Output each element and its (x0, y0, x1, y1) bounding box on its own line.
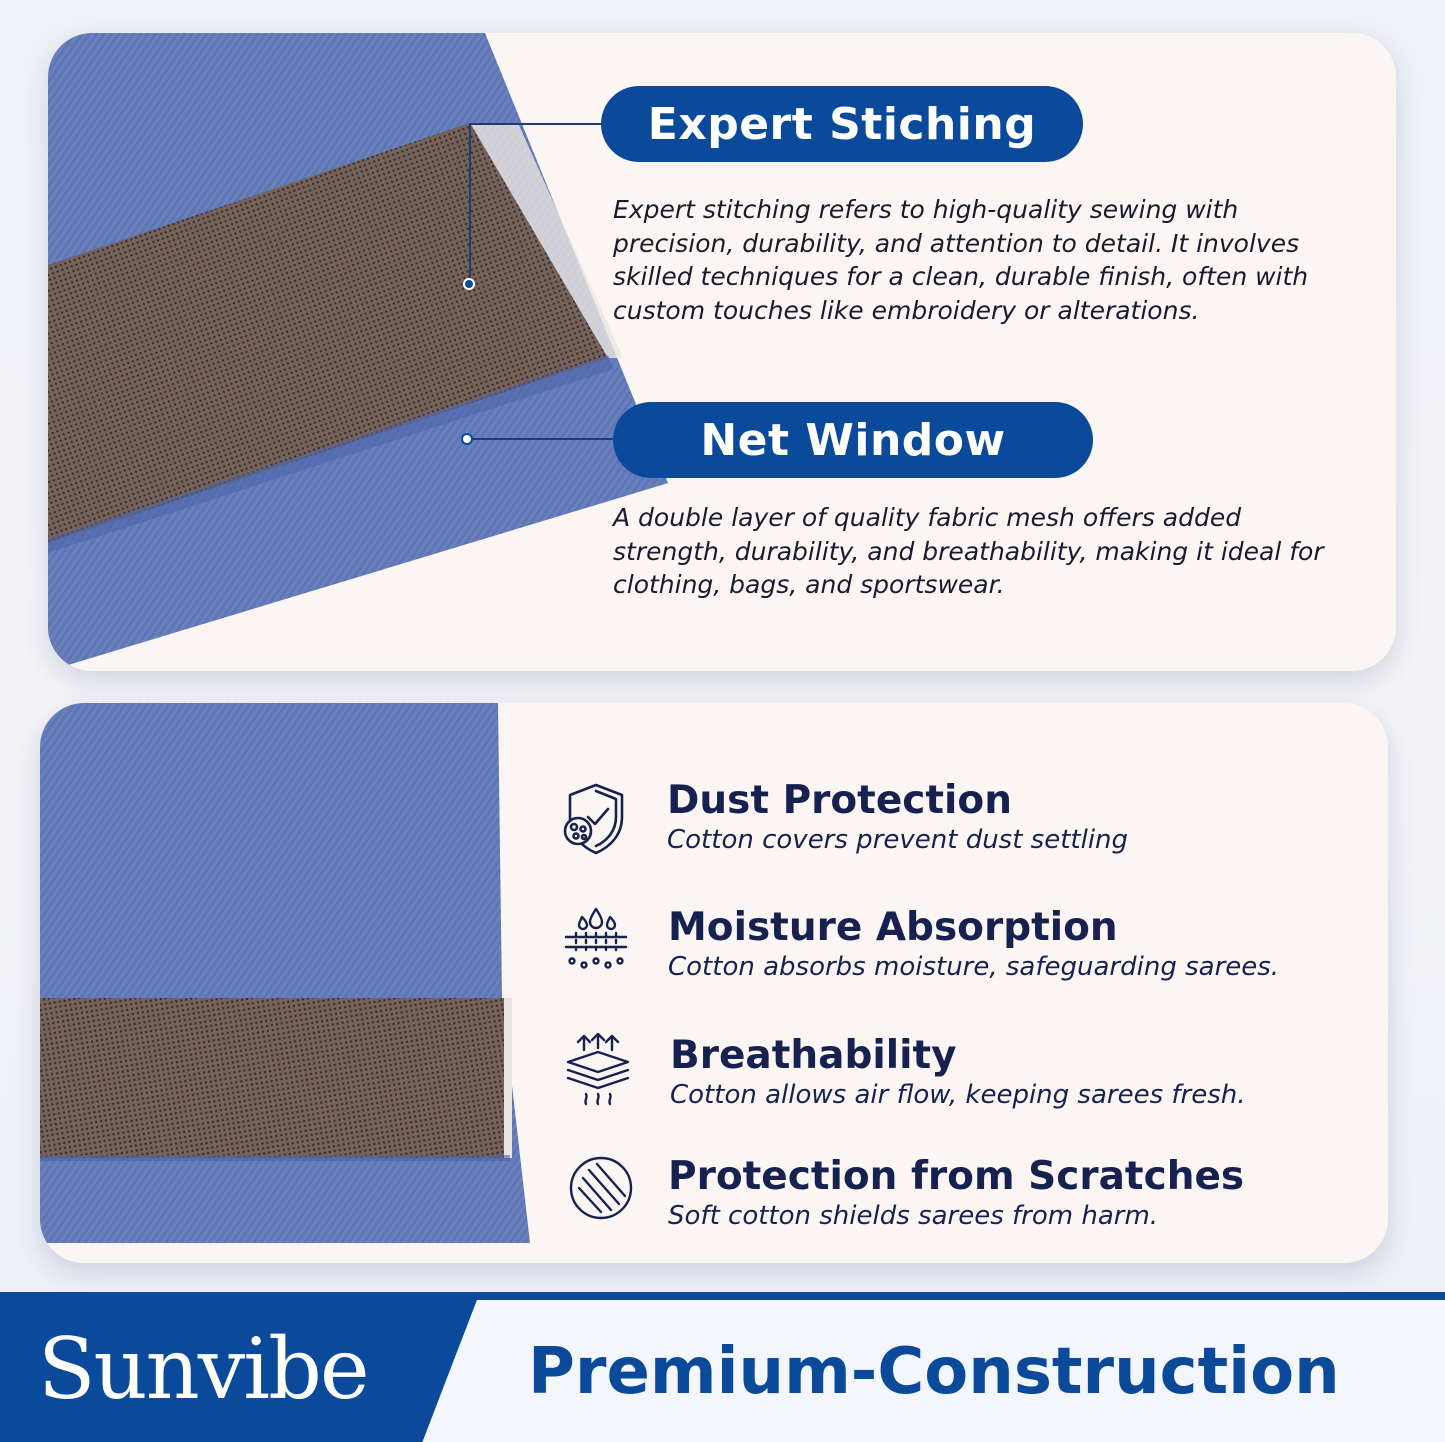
page-headline: Premium-Construction (528, 1335, 1340, 1409)
feature-subtitle: Soft cotton shields sarees from harm. (668, 1201, 1159, 1231)
connector-line (469, 123, 471, 283)
expert-stitching-badge (601, 86, 1083, 162)
badge-label: Net Window (700, 414, 1006, 466)
feature-title: Moisture Absorption (668, 905, 1118, 950)
net-window-badge (613, 402, 1093, 478)
footer-accent-line (470, 1292, 1445, 1300)
dust-shield-icon (556, 779, 636, 859)
moisture-drops-icon (556, 903, 636, 983)
connector-line (469, 123, 603, 125)
feature-card-benefits (40, 703, 1388, 1263)
feature-subtitle: Cotton absorbs moisture, safeguarding sarees. (668, 952, 1280, 982)
scratch-circle-icon (561, 1148, 641, 1228)
feature-title: Protection from Scratches (668, 1154, 1245, 1199)
feature-card-stitching (48, 33, 1396, 671)
feature-title: Dust Protection (667, 778, 1012, 823)
connector-line (473, 438, 613, 440)
net-window-description: A double layer of quality fabric mesh offers added strength, durability, and breathability, making it ideal for clothing, bags, and sportswear. (613, 503, 1324, 599)
feature-subtitle: Cotton covers prevent dust settling (667, 825, 1129, 855)
callout-dot (463, 278, 475, 290)
badge-label: Expert Stiching (647, 98, 1037, 150)
callout-dot (461, 433, 473, 445)
brand-logo: Sunvibe (38, 1320, 368, 1418)
expert-stitching-description: Expert stitching refers to high-quality sewing with precision, durability, and attention to detail. It involves skilled techniques for a clean, durable finish, often with custom touches like embroidery or alterations. (613, 195, 1309, 325)
airflow-layers-icon (558, 1028, 638, 1108)
feature-subtitle: Cotton allows air flow, keeping sarees fresh. (670, 1080, 1246, 1110)
feature-title: Breathability (670, 1033, 957, 1078)
